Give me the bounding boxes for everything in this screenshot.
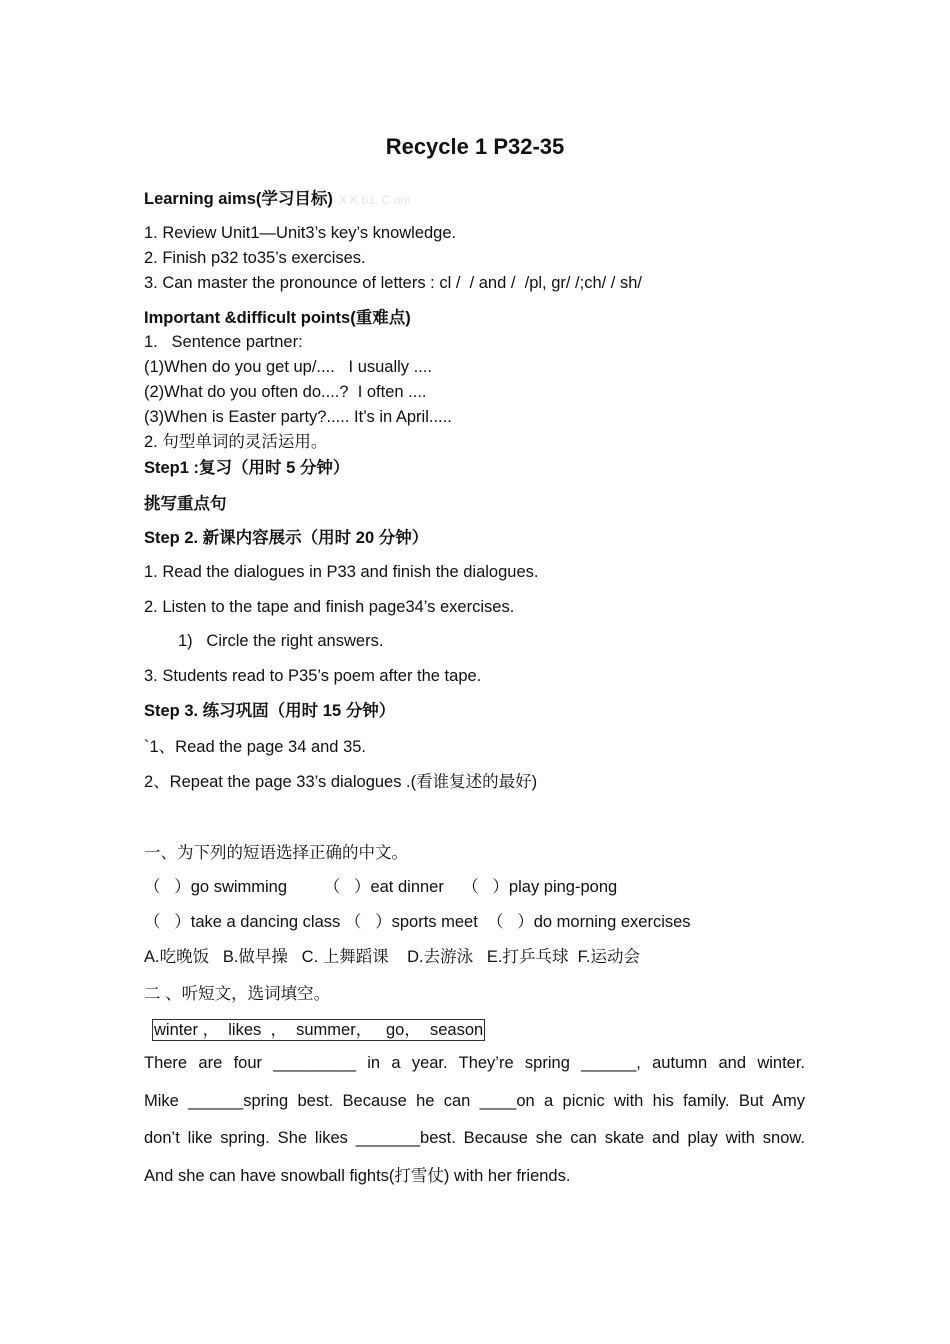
passage-line: don’t like spring. She likes _______best. Because she can skate and play with snow. — [144, 1129, 805, 1147]
step2-heading: Step 2. 新课内容展示（用时 20 分钟） — [144, 529, 429, 547]
aims-heading — [144, 188, 410, 211]
page-title: Recycle 1 P32-35 — [385, 134, 565, 159]
step2-item: 3. Students read to P35’s poem after the tape. — [144, 667, 482, 685]
step2-item: 2. Listen to the tape and finish page34’s exercises. — [144, 598, 515, 616]
passage-line: And she can have snowball fights(打雪仗) with her friends. — [144, 1167, 571, 1185]
word-box: winter ， likes ， summer， go， season — [154, 1021, 484, 1039]
points-item: (2)What do you often do....? I often .... — [144, 383, 427, 401]
points-item: (1)When do you get up/.... I usually .... — [144, 358, 432, 376]
points-heading: Important &difficult points(重难点) — [144, 309, 411, 327]
step3-item: `1、Read the page 34 and 35. — [144, 738, 367, 756]
exercise1-row: （ ）go swimming （ ）eat dinner （ ）play ping-pong — [144, 878, 618, 896]
aims-heading-text: Learning aims(学习目标) — [144, 190, 333, 208]
exercise1-options: A.吃晚饭 B.做早操 C. 上舞蹈课 D.去游泳 E.打乒乓球 F.运动会 — [144, 948, 640, 966]
passage-line: Mike ______spring best. Because he can ____on a picnic with his family. But Amy — [144, 1092, 805, 1110]
exercise1-row: （ ）take a dancing class （ ）sports meet （ ）do morning exercises — [144, 913, 691, 931]
step2-item: 1. Read the dialogues in P33 and finish the dialogues. — [144, 563, 539, 581]
aims-item: 1. Review Unit1—Unit3’s key’s knowledge. — [144, 224, 457, 242]
step3-item: 2、Repeat the page 33’s dialogues .(看谁复述的最好) — [144, 773, 538, 791]
step3-heading: Step 3. 练习巩固（用时 15 分钟） — [144, 702, 396, 720]
step2-subitem: 1) Circle the right answers. — [178, 632, 384, 650]
step1-heading: Step1 :复习（用时 5 分钟） — [144, 459, 350, 477]
points-item: (3)When is Easter party?..... It’s in April..... — [144, 408, 452, 426]
points-item: 1. Sentence partner: — [144, 333, 303, 351]
watermark: X K b1. C om — [338, 193, 411, 207]
exercise2-heading: 二 、听短文，选词填空。 — [144, 985, 331, 1003]
aims-item: 2. Finish p32 to35’s exercises. — [144, 249, 366, 267]
passage-line: There are four _________ in a year. They’re spring ______, autumn and winter. — [144, 1054, 805, 1072]
exercise1-heading: 一、为下列的短语选择正确的中文。 — [144, 844, 408, 862]
step1-sub: 挑写重点句 — [144, 495, 227, 513]
aims-item: 3. Can master the pronounce of letters : cl / / and / /pl, gr/ /;ch/ / sh/ — [144, 274, 642, 292]
points-item: 2. 句型单词的灵活运用。 — [144, 433, 328, 451]
